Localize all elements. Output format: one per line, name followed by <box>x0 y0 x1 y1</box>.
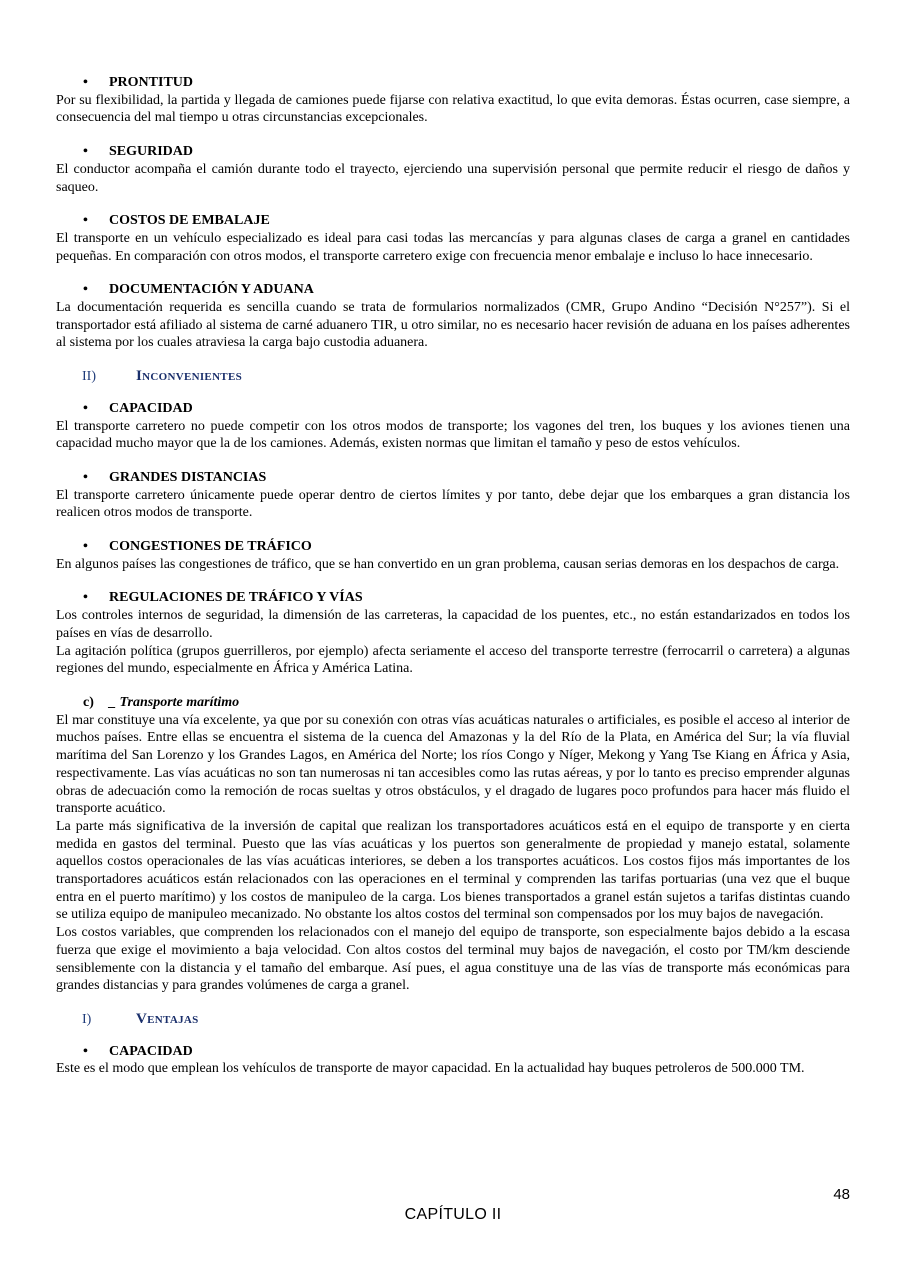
block-capacidad <box>56 400 850 453</box>
bullet-heading: • SEGURIDAD <box>56 143 850 161</box>
paragraph: La documentación requerida es sencilla cuando se trata de formularios normalizados (CMR, Grupo Andino “Decisión N°257”). Si el transportador está afiliado al sistema de carné aduanero TIR, u otro similar, no es necesario hacer revisión de aduana en los países adherentes al sistema por los cuales atraviesa la carga bajo custodia aduanera. <box>56 300 850 351</box>
paragraph: El transporte carretero no puede competir con los otros modos de transporte; los vagones del tren, los buques y los aviones tienen una capacidad mucho mayor que la de los camiones. Además, existen normas que limitan el tamaño y peso de estos vehículos. <box>56 418 850 452</box>
block-transporte-maritimo <box>56 694 850 995</box>
paragraph: El mar constituye una vía excelente, ya que por su conexión con otras vías acuáticas naturales o artificiales, es posible el acceso al interior de muchos países. Entre ellas se encuentra el sistema de la cuenca del Amazonas y la del Río de la Plata, en América del Sur; la vía fluvial marítima del San Lorenzo y los Grandes Lagos, en América del Norte; los ríos Congo y Níger, Mekong y Yang Tse Kiang en África y Asia, respectivamente. Las vías acuáticas no son tan numerosas ni tan accesibles como las rutas aéreas, y por lo tanto es preciso emprender algunas obras de adecuación como la remoción de rocas sueltas y otros obstáculos, y el dragado de lugares poco profundos para hacer más fluido el transporte acuático. <box>56 712 850 817</box>
chapter-footer: CAPÍTULO II <box>404 1206 502 1223</box>
subsection-heading <box>83 694 850 712</box>
section-heading-inconvenientes <box>82 368 850 386</box>
bullet-heading: • CONGESTIONES DE TRÁFICO <box>56 538 850 556</box>
paragraph: El conductor acompaña el camión durante todo el trayecto, ejerciendo una supervisión personal que permite reducir el riesgo de daños y saqueo. <box>56 161 850 195</box>
section-number: I) <box>82 1011 92 1027</box>
subsection-letter: c) <box>83 694 94 710</box>
block-grandes-distancias <box>56 469 850 522</box>
paragraph: Por su flexibilidad, la partida y llegada de camiones puede fijarse con relativa exactitud, lo que evita demoras. Éstas ocurren, case siempre, a consecuencia del mal tiempo u otras circunstancias excepcionales. <box>56 92 850 126</box>
section-title: Inconvenientes <box>136 368 243 385</box>
section-title: Ventajas <box>136 1010 199 1027</box>
paragraph: La parte más significativa de la inversión de capital que realizan los transportadores acuáticos está en el equipo de transporte y en cierta medida en gastos del terminal. Puesto que las vías acuáticas y los puertos son generalmente de propiedad y manejo estatal, solamente aquellos costos operacionales de las vías acuáticas interiores, se deben a los transportes acuáticos. Los costos fijos más importantes de los transportadores acuáticos están relacionados con las operaciones en el terminal y comprenden las tarifas portuarias (una vez que el buque entra en el puerto marítimo) y los costos de manipuleo de la carga. Los bienes transportados a granel están sujetos a tarifas distintas cuando se utiliza equipo de manipuleo mecanizado. No obstante los altos costos del terminal son compensados por los muy bajos de navegación. <box>56 818 850 923</box>
paragraph: El transporte en un vehículo especializado es ideal para casi todas las mercancías y para algunas clases de carga a granel en cantidades pequeñas. En comparación con otros modos, el transporte carretero exige con frecuencia menor embalaje e incluso lo hace innecesario. <box>56 230 850 264</box>
paragraph: El transporte carretero únicamente puede operar dentro de ciertos límites y por tanto, debe dejar que los embarques a gran distancia los realicen otros modos de transporte. <box>56 487 850 521</box>
bullet-heading: • COSTOS DE EMBALAJE <box>56 212 850 230</box>
bullet-heading: • PRONTITUD <box>56 74 850 92</box>
paragraph: Los costos variables, que comprenden los relacionados con el manejo del equipo de transporte, son especialmente bajos debido a la escasa fuerza que exige el movimiento a baja velocidad. Con altos costos del terminal muy bajos de navegación, el costo por TM/km desciende sensiblemente con la distancia y el tamaño del embarque. Así pues, el agua constituye una de las vías de transporte más económicas para grandes distancias y para grandes volúmenes de carga a granel. <box>56 925 850 994</box>
paragraph: La agitación política (grupos guerrilleros, por ejemplo) afecta seriamente el acceso del transporte terrestre (ferrocarril o carretera) a algunas regiones del mundo, especialmente en África y América Latina. <box>56 643 850 677</box>
page-number: 48 <box>833 1186 850 1203</box>
block-congestiones <box>56 538 850 573</box>
section-number: II) <box>82 369 96 385</box>
bullet-heading: • REGULACIONES DE TRÁFICO Y VÍAS <box>56 589 850 607</box>
section-heading-ventajas <box>82 1011 850 1029</box>
paragraph: Este es el modo que emplean los vehículos de transporte de mayor capacidad. En la actualidad hay buques petroleros de 500.000 TM. <box>56 1061 805 1077</box>
block-documentacion-aduana <box>56 281 850 352</box>
block-costos-embalaje <box>56 212 850 265</box>
block-seguridad <box>56 143 850 196</box>
paragraph: Los controles internos de seguridad, la dimensión de las carreteras, la capacidad de los puentes, etc., no están estandarizados en todos los países en vías de desarrollo. <box>56 608 850 641</box>
paragraph: En algunos países las congestiones de tráfico, que se han convertido en un gran problema, causan serias demoras en los despachos de carga. <box>56 556 840 572</box>
bullet-heading: • DOCUMENTACIÓN Y ADUANA <box>56 281 850 299</box>
block-capacidad-maritimo <box>56 1043 850 1078</box>
bullet-heading: • CAPACIDAD <box>56 400 850 418</box>
bullet-heading: • CAPACIDAD <box>56 1043 850 1061</box>
bullet-heading: • GRANDES DISTANCIAS <box>56 469 850 487</box>
block-prontitud <box>56 74 850 127</box>
block-regulaciones <box>56 589 850 678</box>
subsection-title: _ Transporte marítimo <box>109 694 240 710</box>
